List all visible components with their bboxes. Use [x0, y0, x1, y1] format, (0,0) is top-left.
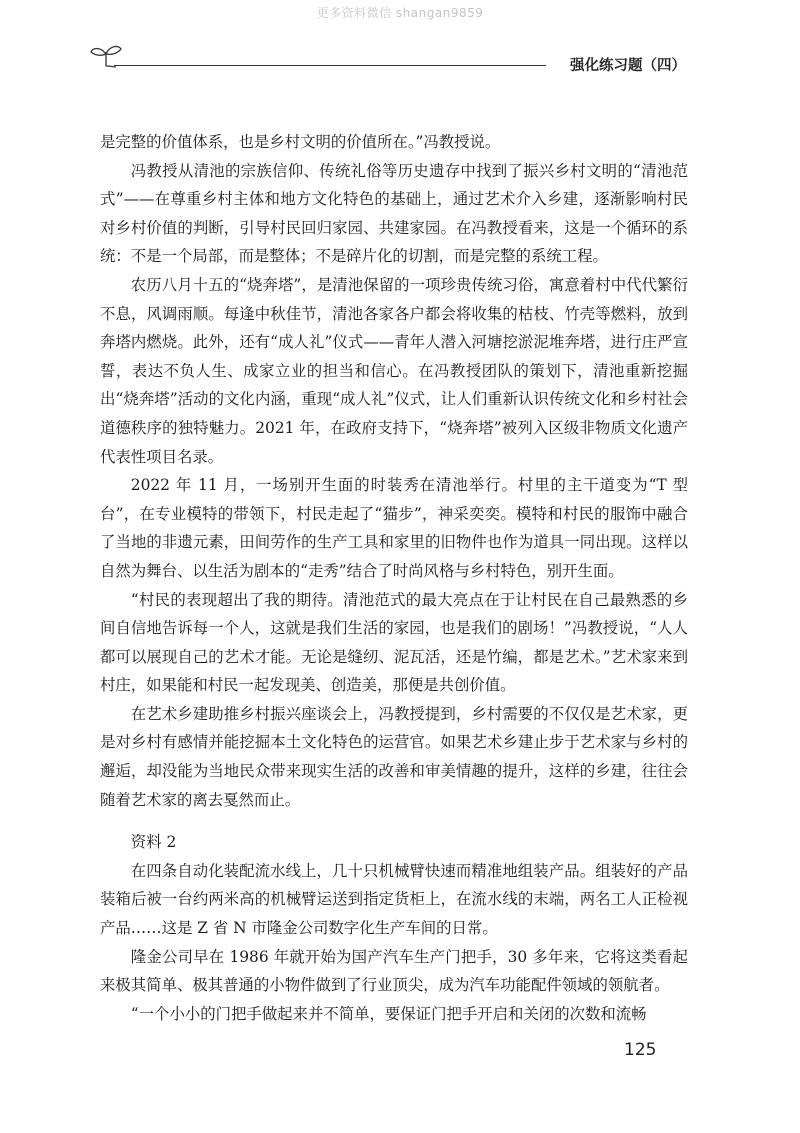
- section-label: 资料 2: [130, 833, 177, 852]
- paragraph: 冯教授从清池的宗族信仰、传统礼俗等历史遗存中找到了振兴乡村文明的“清池范式”——在尊重乡村主体和地方文化特色的基础上，通过艺术介入乡建，逐渐影响村民对乡村价值的判断，引导村民回归家园、共建家园。在冯教授看来，这是一个循环的系统：不是一个局部，而是整体；不是碎片化的切割，而是完整的系统工程。: [100, 161, 688, 266]
- paragraph: 农历八月十五的“烧奔塔”，是清池保留的一项珍贵传统习俗，寓意着村中代代繁衍不息，风调雨顺。每逢中秋佳节，清池各家各户都会将收集的枯枝、竹壳等燃料，放到奔塔内燃烧。此外，还有“成人礼”仪式——青年人潜入河塘挖淤泥堆奔塔，进行庄严宣誓，表达不负人生、成家立业的担当和信心。在冯教授团队的策划下，清池重新挖掘出“烧奔塔”活动的文化内涵，重现“成人礼”仪式，让人们重新认识传统文化和乡村社会道德秩序的独特魅力。2021 年，在政府支持下，“烧奔塔”被列入区级非物质文化遗产代表性项目名录。: [100, 275, 688, 466]
- body-text: [100, 128, 688, 1028]
- header-title: 强化练习题（四）: [570, 58, 686, 74]
- page-number: 125: [624, 1040, 657, 1060]
- paragraph: 是完整的价值体系，也是乡村文明的价值所在。”冯教授说。: [100, 133, 501, 151]
- paragraph: “一个小小的门把手做起来并不简单，要保证门把手开启和关闭的次数和流畅: [130, 1004, 647, 1023]
- header-rule: [114, 65, 546, 66]
- paragraph: 在四条自动化装配流水线上，几十只机械臂快速而精准地组装产品。组装好的产品装箱后被一台约两米高的机械臂运送到指定货柜上，在流水线的末端，两名工人正检视产品……这是 Z 省 N 市隆金公司数字化生产车间的日常。: [100, 861, 688, 938]
- paragraph: 隆金公司早在 1986 年就开始为国产汽车生产门把手，30 多年来，它将这类看起来极其简单、极其普通的小物件做到了行业顶尖，成为汽车功能配件领域的领航者。: [100, 947, 688, 995]
- paragraph: “村民的表现超出了我的期待。清池范式的最大亮点在于让村民在自己最熟悉的乡间自信地告诉每一个人，这就是我们生活的家园，也是我们的剧场！”冯教授说，“人人都可以展现自己的艺术才能。无论是缝纫、泥瓦活，还是竹编，都是艺术。”艺术家来到村庄，如果能和村民一起发现美、创造美，那便是共创价值。: [100, 590, 688, 695]
- paragraph: 在艺术乡建助推乡村振兴座谈会上，冯教授提到，乡村需要的不仅仅是艺术家，更是对乡村有感情并能挖掘本土文化特色的运营官。如果艺术乡建止步于艺术家与乡村的邂逅，却没能为当地民众带来现实生活的改善和审美情趣的提升，这样的乡建，往往会随着艺术家的离去戛然而止。: [100, 704, 688, 809]
- page-header: [88, 40, 688, 80]
- watermark-text: 更多资料微信 shangan9859: [316, 6, 484, 20]
- paragraph: 2022 年 11 月，一场别开生面的时装秀在清池举行。村里的主干道变为“T 型台”，在专业模特的带领下，村民走起了“猫步”，神采奕奕。模特和村民的服饰中融合了当地的非遗元素，田间劳作的生产工具和家里的旧物件也作为道具一同出现。这样以自然为舞台、以生活为剧本的“走秀”结合了时尚风格与乡村特色，别开生面。: [100, 476, 688, 580]
